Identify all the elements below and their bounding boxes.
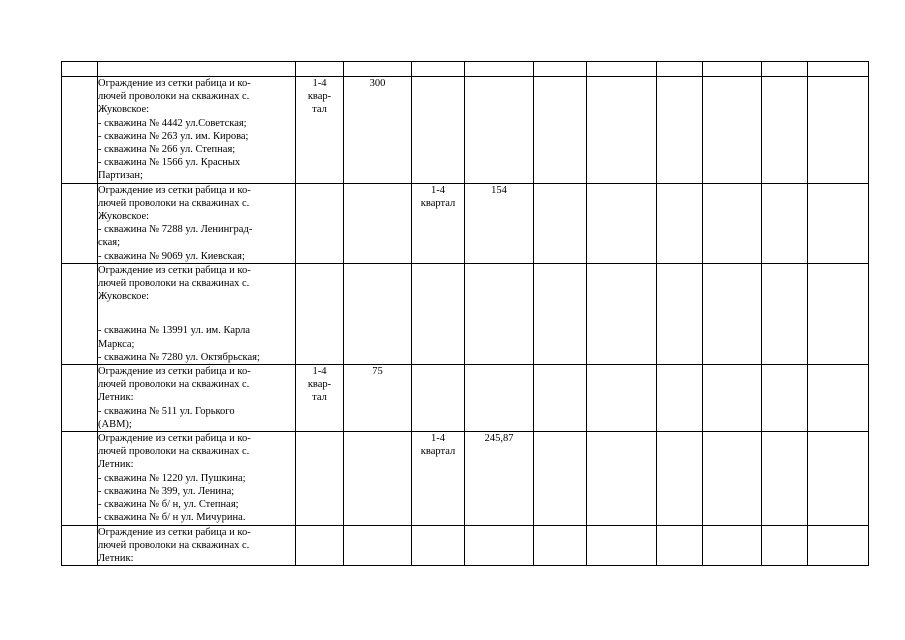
period-cell-1 [296, 525, 344, 566]
amount-cell-2 [465, 365, 534, 432]
description-line: Жуковское: [98, 104, 150, 116]
description-line: (АВМ); [98, 418, 132, 430]
header-cell [412, 62, 465, 77]
header-cell [534, 62, 587, 77]
description-line: - скважина № 399, ул. Ленина; [98, 485, 235, 497]
table-row [62, 263, 869, 364]
description-line: Партизан; [98, 170, 143, 182]
period-cell-2 [412, 77, 465, 184]
description-line: Летник: [98, 459, 134, 471]
description-line: - скважина № 263 ул. им. Кирова; [98, 130, 249, 142]
empty-cell [808, 525, 869, 566]
description-line: Ограждение из сетки рабица и ко- [98, 184, 251, 196]
empty-cell [657, 263, 703, 364]
table-row [62, 525, 869, 566]
description-line: Ограждение из сетки рабица и ко- [98, 526, 251, 538]
period-cell-1 [296, 432, 344, 525]
description-line: Летник: [98, 392, 134, 404]
description-line: Ограждение из сетки рабица и ко- [98, 366, 251, 378]
description-cell [98, 183, 296, 263]
empty-cell [534, 77, 587, 184]
header-cell [808, 62, 869, 77]
header-cell [62, 62, 98, 77]
row-number-cell [62, 432, 98, 525]
empty-cell [762, 432, 808, 525]
header-row [62, 62, 869, 77]
header-cell [465, 62, 534, 77]
empty-cell [762, 525, 808, 566]
description-line: - скважина № 9069 ул. Киевская; [98, 250, 245, 262]
amount-cell-2: 245,87 [465, 432, 534, 525]
empty-cell [762, 263, 808, 364]
description-line: - скважина № 7280 ул. Октябрьская; [98, 351, 260, 363]
description-line: лючей проволоки на скважинах с. [98, 197, 250, 209]
header-cell [762, 62, 808, 77]
empty-cell [703, 77, 762, 184]
amount-cell-1 [344, 263, 412, 364]
description-line: - скважина № 4442 ул.Советская; [98, 117, 247, 129]
empty-cell [703, 183, 762, 263]
schedule-table [61, 61, 869, 566]
amount-cell-2: 154 [465, 183, 534, 263]
period-cell-2: 1-4 квартал [412, 432, 465, 525]
description-line: лючей проволоки на скважинах с. [98, 446, 250, 458]
description-line [98, 314, 295, 325]
amount-cell-2 [465, 525, 534, 566]
table-row [62, 432, 869, 525]
empty-cell [808, 77, 869, 184]
table-row [62, 77, 869, 184]
amount-cell-1: 75 [344, 365, 412, 432]
period-cell-1 [296, 183, 344, 263]
description-line: - скважина № 511 ул. Горького [98, 405, 235, 417]
description-line: Жуковское: [98, 291, 150, 303]
description-line: - скважина № б/ н, ул. Степная; [98, 499, 239, 511]
empty-cell [808, 183, 869, 263]
description-line: лючей проволоки на скважинах с. [98, 539, 250, 551]
description-line: - скважина № б/ н ул. Мичурина. [98, 512, 246, 524]
empty-cell [587, 525, 657, 566]
description-line: - скважина № 7288 ул. Ленинград- [98, 224, 253, 236]
description-cell [98, 365, 296, 432]
row-number-cell [62, 365, 98, 432]
empty-cell [808, 263, 869, 364]
empty-cell [534, 432, 587, 525]
header-cell [587, 62, 657, 77]
period-cell-1: 1-4 квар- тал [296, 77, 344, 184]
empty-cell [703, 263, 762, 364]
period-cell-2 [412, 365, 465, 432]
description-line: лючей проволоки на скважинах с. [98, 379, 250, 391]
description-line: Маркса; [98, 338, 135, 350]
empty-cell [657, 432, 703, 525]
header-cell [657, 62, 703, 77]
empty-cell [657, 183, 703, 263]
description-line: - скважина № 1220 ул. Пушкина; [98, 472, 246, 484]
empty-cell [587, 263, 657, 364]
empty-cell [762, 183, 808, 263]
empty-cell [657, 365, 703, 432]
empty-cell [703, 432, 762, 525]
description-cell [98, 525, 296, 566]
description-line: Ограждение из сетки рабица и ко- [98, 78, 251, 89]
description-line: Ограждение из сетки рабица и ко- [98, 264, 251, 276]
empty-cell [762, 77, 808, 184]
row-number-cell [62, 525, 98, 566]
description-line: Ограждение из сетки рабица и ко- [98, 433, 251, 445]
description-cell [98, 77, 296, 184]
period-cell-1 [296, 263, 344, 364]
empty-cell [587, 432, 657, 525]
row-number-cell [62, 77, 98, 184]
amount-cell-1 [344, 432, 412, 525]
row-number-cell [62, 263, 98, 364]
empty-cell [534, 525, 587, 566]
empty-cell [703, 365, 762, 432]
description-cell [98, 432, 296, 525]
period-cell-2 [412, 525, 465, 566]
description-cell [98, 263, 296, 364]
header-cell [98, 62, 296, 77]
empty-cell [534, 365, 587, 432]
amount-cell-1 [344, 525, 412, 566]
description-line [98, 303, 295, 314]
description-line: Летник: [98, 552, 134, 564]
header-cell [296, 62, 344, 77]
header-cell [344, 62, 412, 77]
amount-cell-2 [465, 77, 534, 184]
amount-cell-2 [465, 263, 534, 364]
row-number-cell [62, 183, 98, 263]
empty-cell [587, 365, 657, 432]
period-cell-2: 1-4 квартал [412, 183, 465, 263]
empty-cell [703, 525, 762, 566]
empty-cell [808, 432, 869, 525]
empty-cell [762, 365, 808, 432]
header-cell [703, 62, 762, 77]
empty-cell [534, 263, 587, 364]
empty-cell [587, 77, 657, 184]
table-row [62, 183, 869, 263]
amount-cell-1 [344, 183, 412, 263]
description-line: ская; [98, 237, 121, 249]
description-line: - скважина № 13991 ул. им. Карла [98, 325, 250, 337]
empty-cell [657, 77, 703, 184]
empty-cell [587, 183, 657, 263]
description-line: лючей проволоки на скважинах с. [98, 91, 250, 103]
period-cell-2 [412, 263, 465, 364]
table-row [62, 365, 869, 432]
description-line: - скважина № 266 ул. Степная; [98, 144, 236, 156]
description-line: Жуковское: [98, 211, 150, 223]
amount-cell-1: 300 [344, 77, 412, 184]
description-line: - скважина № 1566 ул. Красных [98, 157, 241, 169]
empty-cell [534, 183, 587, 263]
empty-cell [657, 525, 703, 566]
description-line: лючей проволоки на скважинах с. [98, 278, 250, 290]
empty-cell [808, 365, 869, 432]
period-cell-1: 1-4 квар- тал [296, 365, 344, 432]
